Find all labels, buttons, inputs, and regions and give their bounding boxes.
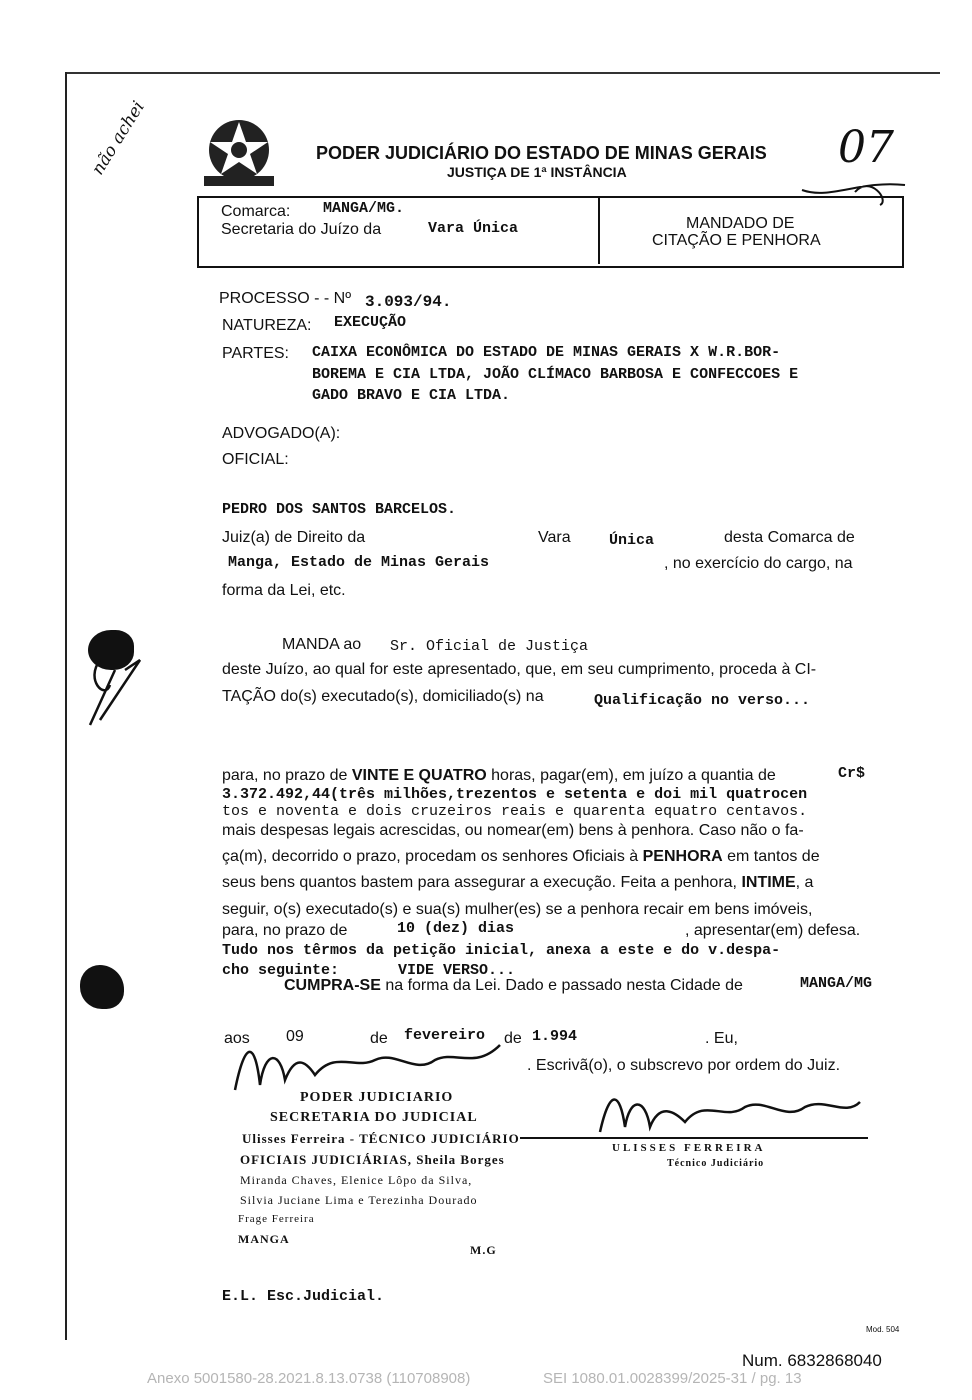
cidade-value: MANGA/MG [800,975,873,992]
processo-value: 3.093/94. [365,293,452,311]
mes-value: fevereiro [404,1027,486,1044]
de-label-1: de [370,1030,388,1047]
stamp-line-9: M.G [470,1243,497,1257]
aos-label: aos [224,1030,250,1047]
stamp-line-7: Frage Ferreira [238,1213,315,1225]
de-label-2: de [504,1030,522,1047]
oficial-label: OFICIAL: [222,451,289,468]
stamp-line-6: Silvia Juciane Lima e Terezinha Dourado [240,1193,478,1207]
signature-stamp-name: ULISSES FERREIRA [612,1142,766,1154]
margin-note: não achei [88,97,149,179]
comarca-label: Comarca: [221,203,291,220]
stamp-line-1: PODER JUDICIARIO [300,1090,454,1105]
partes-line1: CAIXA ECONÔMICA DO ESTADO DE MINAS GERAIS X W.R.BOR- [312,344,781,361]
exercicio-text: , no exercício do cargo, na [664,555,853,572]
header-box-divider [598,196,600,264]
prazo-line: para, no prazo de VINTE E QUATRO horas, pagar(em), em juízo a quantia de [222,767,776,784]
termos-line1: Tudo nos têrmos da petição inicial, anexa a este e do v.despa- [222,942,781,959]
penhora-line: ça(m), decorrido o prazo, procedam os senhores Oficiais à PENHORA em tantos de [222,848,820,865]
comarca-de: desta Comarca de [724,529,855,546]
secretaria-label: Secretaria do Juízo da [221,221,382,238]
currency-value: Cr$ [838,765,866,782]
processo-label: PROCESSO - - Nº [219,290,352,307]
natureza-value: EXECUÇÃO [334,314,407,331]
apresentar-text: , apresentar(em) defesa. [685,922,861,939]
dia-value: 09 [286,1028,304,1045]
vara-value: Única [609,532,655,549]
vara-label: Vara [538,529,571,546]
stamp-line-3: Ulisses Ferreira - TÉCNICO JUDICIÁRIO [242,1131,520,1146]
judge-name: PEDRO DOS SANTOS BARCELOS. [222,501,457,518]
mandado-title-line2: CITAÇÃO E PENHORA [652,232,821,249]
annex-reference: Anexo 5001580-28.2021.8.13.0738 (110708908) [147,1370,471,1387]
local-value: Manga, Estado de Minas Gerais [228,554,490,571]
dez-dias-value: 10 (dez) dias [397,920,515,937]
page-top-border [65,72,940,74]
handwritten-initials [80,640,160,730]
judge-signature [595,1082,865,1142]
juiz-prefix: Juiz(a) de Direito da [222,529,366,546]
signature-line [520,1137,868,1139]
partes-line2: BOREMA E CIA LTDA, JOÃO CLÍMACO BARBOSA E CONFECCOES E [312,366,799,383]
vide-verso: VIDE VERSO... [398,962,516,979]
line-tacao: TAÇÃO do(s) executado(s), domiciliado(s) na [222,688,544,705]
line-deste: deste Juízo, ao qual for este apresentado, que, em seu cumprimento, proceda à CI- [222,661,817,678]
coat-of-arms-icon [196,112,282,192]
court-subtitle: JUSTIÇA DE 1ª INSTÂNCIA [447,164,627,180]
secretaria-value: Vara Única [428,220,519,237]
mandado-title-line1: MANDADO DE [686,215,795,232]
valor-line2: tos e noventa e dois cruzeiros reais e quarenta equatro centavos. [222,803,808,820]
footer-left-note: E.L. Esc.Judicial. [222,1288,385,1305]
advogado-label: ADVOGADO(A): [222,425,341,442]
sei-reference: SEI 1080.01.0028399/2025-31 / pg. 13 [543,1370,802,1387]
mais-despesas: mais despesas legais acrescidas, ou nomear(em) bens à penhora. Caso não o fa- [222,822,804,839]
cumpra-line: CUMPRA-SE na forma da Lei. Dado e passado nesta Cidade de [284,977,743,994]
signature-stamp-role: Técnico Judiciário [667,1158,765,1169]
manda-label: MANDA ao [282,636,362,653]
escrivao-text: . Escrivã(o), o subscrevo por ordem do Juiz. [527,1057,841,1074]
termos-line2: cho seguinte: [222,962,340,979]
stamp-line-4: OFICIAIS JUDICIÁRIAS, Sheila Borges [240,1152,505,1167]
partes-label: PARTES: [222,345,289,362]
eu-label: . Eu, [705,1030,738,1047]
punch-hole-mark-2 [80,965,124,1009]
court-title: PODER JUDICIÁRIO DO ESTADO DE MINAS GERAIS [316,143,767,163]
manda-value: Sr. Oficial de Justiça [390,638,589,655]
stamp-line-5: Miranda Chaves, Elenice Lôpo da Silva, [240,1173,473,1187]
intime-line: seus bens quantos bastem para assegurar a execução. Feita a penhora, INTIME, a [222,874,814,891]
handwritten-page-number: 07 [838,122,894,173]
natureza-label: NATUREZA: [222,317,312,334]
qualificacao-value: Qualificação no verso... [594,692,811,709]
comarca-value: MANGA/MG. [323,200,405,217]
stamp-line-8: MANGA [238,1232,290,1246]
partes-line3: GADO BRAVO E CIA LTDA. [312,387,511,404]
stamp-line-2: SECRETARIA DO JUDICIAL [270,1110,478,1125]
valor-line1: 3.372.492,44(três milhões,trezentos e setenta e doi mil quatrocen [222,786,808,803]
seguir-line: seguir, o(s) executado(s) e sua(s) mulher(es) se a penhora recair em bens imóveis, [222,901,813,918]
form-model: Mod. 504 [866,1325,900,1334]
para-prazo-de: para, no prazo de [222,922,348,939]
page-left-border [65,72,67,1340]
forma-lei: forma da Lei, etc. [222,582,346,599]
ano-value: 1.994 [532,1028,578,1045]
document-number: Num. 6832868040 [742,1351,882,1370]
